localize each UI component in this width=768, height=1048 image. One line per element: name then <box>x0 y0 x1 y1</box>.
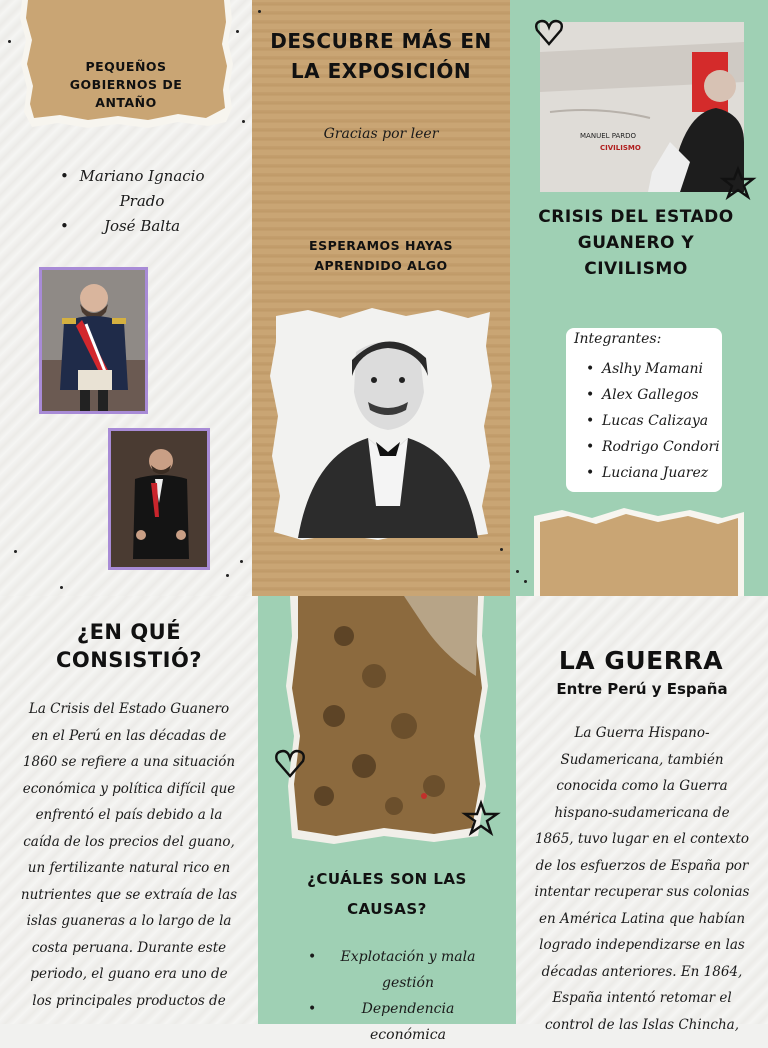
battle-scene <box>284 596 490 846</box>
ink-speck <box>226 574 229 577</box>
cause-item: • Explotación y mala gestión <box>306 944 492 996</box>
brochure-title: CRISIS DEL ESTADO GUANERO Y CIVILISMO <box>538 207 734 279</box>
star-doodle-icon <box>720 166 756 204</box>
battle-image <box>284 596 490 846</box>
bottom-left-panel <box>0 596 258 1024</box>
cause-item: • Dependencia económica <box>306 996 492 1048</box>
heart-doodle-icon <box>534 18 564 50</box>
members-card <box>566 328 722 492</box>
left-panel <box>0 0 252 596</box>
heart-doodle-icon <box>274 748 306 782</box>
ruler-item: • José Balta <box>58 214 208 239</box>
portrait-balta <box>108 428 210 570</box>
ink-speck <box>14 550 17 553</box>
ink-speck <box>242 120 245 123</box>
ruler-item: • Mariano Ignacio Prado <box>58 164 208 214</box>
ink-speck <box>8 40 11 43</box>
right-panel <box>510 0 768 596</box>
causes-list <box>306 944 492 1048</box>
thanks-text: Gracias por leer <box>323 126 439 142</box>
star-doodle-icon <box>462 800 500 840</box>
portrait-pardo <box>268 306 494 542</box>
member-item: • Luciana Juarez <box>584 460 722 486</box>
war-body: La Guerra Hispano-Sudamericana, también conocida como la Guerra hispano-sudamericana de 1865, tuvo lugar en el contexto de los esfuerzos de España por intentar recuperar sus colonias en América Latina que habían logrado independizarse en las décadas anteriores. En 1864, España intentó retomar el control de las Islas Chincha, <box>534 725 750 1033</box>
pardo-engraving <box>268 306 494 542</box>
rulers-list <box>58 164 208 239</box>
consisted-body: La Crisis del Estado Guanero en el Perú en las décadas de 1860 se refiere a una situación económica y política difícil que enfrentó el país debido a la caída de los precios del guano, un fertilizante natural rico en nutrientes que se extraía de las islas guaneras a lo largo de la costa peruana. Durante este periodo, el guano era uno de los principales productos de <box>20 701 238 1009</box>
member-item: • Lucas Calizaya <box>584 408 722 434</box>
ink-speck <box>258 10 261 13</box>
ink-speck <box>60 586 63 589</box>
members-list <box>584 356 722 486</box>
war-subtitle: Entre Perú y España <box>556 680 728 698</box>
poster-name: MANUEL PARDO <box>580 132 637 140</box>
tag-title: PEQUEÑOS GOBIERNOS DE ANTAÑO <box>69 59 183 110</box>
portrait-image <box>111 431 207 567</box>
bottom-right-panel <box>516 596 768 1033</box>
poster-image <box>540 22 744 192</box>
civilismo-poster <box>540 22 744 192</box>
exhibition-title: DESCUBRE MÁS EN LA EXPOSICIÓN <box>270 29 492 83</box>
member-item: • Rodrigo Condori <box>584 434 722 460</box>
ink-speck <box>500 548 503 551</box>
torn-paper-shape <box>532 506 746 596</box>
consisted-title: ¿EN QUÉ CONSISTIÓ? <box>55 620 203 672</box>
ink-speck <box>236 30 239 33</box>
poster-word: CIVILISMO <box>600 144 641 152</box>
ink-speck <box>524 580 527 583</box>
members-heading: Integrantes: <box>574 331 662 347</box>
title-tag <box>18 0 234 130</box>
member-item: • Alex Gallegos <box>584 382 722 408</box>
ink-speck <box>516 570 519 573</box>
bottom-middle-panel <box>258 596 516 1043</box>
war-title: LA GUERRA <box>558 646 724 675</box>
cardboard-scrap <box>532 506 746 596</box>
portrait-image <box>42 270 145 411</box>
learned-subtitle: ESPERAMOS HAYAS APRENDIDO ALGO <box>309 238 453 273</box>
ink-speck <box>240 560 243 563</box>
member-item: • Aslhy Mamani <box>584 356 722 382</box>
portrait-prado <box>39 267 148 414</box>
causes-title: ¿CUÁLES SON LAS CAUSAS? <box>307 870 467 918</box>
middle-panel <box>252 0 510 596</box>
